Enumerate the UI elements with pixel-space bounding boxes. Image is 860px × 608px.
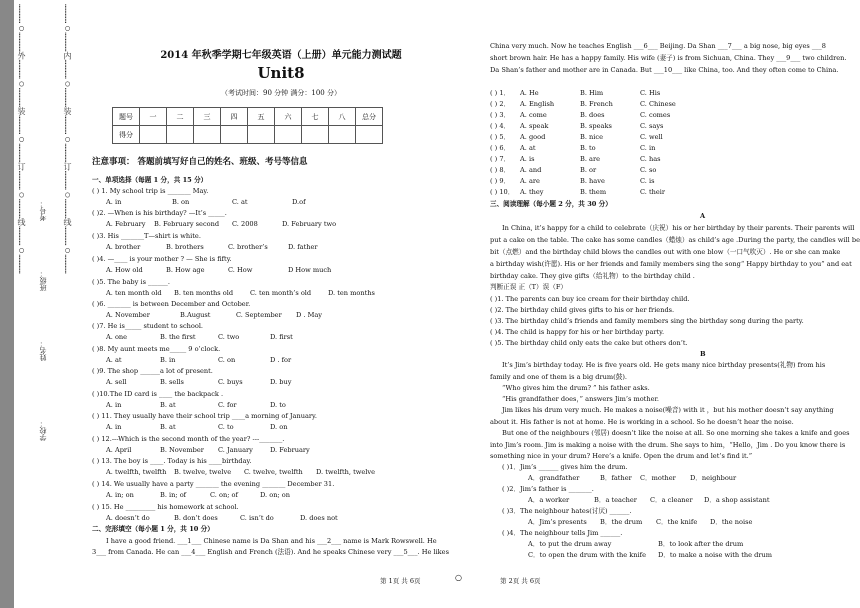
score-cell: 二 — [167, 108, 194, 126]
question-line: A．Jim’s presents — [528, 518, 587, 526]
question-line: ( )9. The shop ______a lot of present. — [92, 367, 213, 375]
question-line: A. February — [106, 220, 146, 228]
question-line: a birthday wish(许愿). His or her friends and family members sing the song“ Happy birthday to you” and eat — [490, 260, 852, 268]
question-line: C. buys — [218, 378, 243, 386]
question-line: D. February two — [282, 220, 337, 228]
question-line: B. February second — [154, 220, 220, 228]
question-line: C. has — [640, 155, 661, 163]
question-line: ( )4．The neighbour tells Jim ______. — [502, 529, 623, 537]
score-blank[interactable] — [329, 126, 356, 144]
cut-line-outer: …………○…………外…………○…………装…………○…………订…………○…………线…………○………… — [17, 4, 26, 274]
right-page — [490, 0, 860, 608]
question-line: ( ) 9． — [490, 177, 511, 185]
question-line: B. on — [172, 198, 190, 206]
question-line: C. on; of — [210, 491, 238, 499]
question-line: C. brother’s — [228, 243, 268, 251]
score-cell: 总分 — [356, 108, 383, 126]
question-line: C. two — [218, 333, 240, 341]
score-cell: 四 — [221, 108, 248, 126]
question-line: D.of — [292, 198, 306, 206]
question-line: C. well — [640, 133, 663, 141]
score-blank[interactable] — [140, 126, 167, 144]
question-line: C. September — [236, 311, 282, 319]
question-line: A．grandfather — [528, 474, 580, 482]
question-line: ( )2. The birthday child gives gifts to his or her friends. — [490, 306, 675, 314]
question-line: D．neighbour — [690, 474, 737, 482]
question-line: A. is — [520, 155, 535, 163]
question-line: birthday cake. They give gifts（给礼物）to the birthday child . — [490, 272, 695, 280]
question-line: C. isn’t do — [240, 514, 274, 522]
score-blank[interactable] — [275, 126, 302, 144]
score-cell: 六 — [275, 108, 302, 126]
fold-mark-icon: ○ — [455, 573, 462, 582]
question-line: Jim likes his drum very much. He makes a noise(噪音) with it ，but his mother doesn’t say anything — [502, 406, 834, 414]
question-line: D. does not — [300, 514, 338, 522]
question-line: C. January — [218, 446, 253, 454]
question-line: In China, it’s happy for a child to celebrate（庆祝）his or her birthday by their parents. Their parents will — [502, 224, 855, 232]
question-line: B. at — [160, 423, 176, 431]
question-line: B．father — [600, 474, 632, 482]
question-line: C. their — [640, 188, 666, 196]
question-line: ( ) 7． — [490, 155, 511, 163]
question-line: D. buy — [270, 378, 292, 386]
question-line: C. on — [218, 356, 236, 364]
question-line: C. His — [640, 89, 661, 97]
score-blank[interactable] — [167, 126, 194, 144]
question-line: ( )4. The child is happy for his or her birthday party. — [490, 328, 665, 336]
question-line: ( ) 14. We usually have a party _______ the evening _______ December 31. — [92, 480, 335, 488]
question-line: But one of the neighbours (邻居) doesn’t like the noise at all. So one morning she takes a knife and goes — [502, 429, 850, 437]
score-cell: 题号 — [113, 108, 140, 126]
question-line: A. brother — [106, 243, 141, 251]
question-line: C．mother — [640, 474, 676, 482]
page-number-right: 第 2页 共 6页 — [500, 577, 541, 585]
score-cell: 三 — [194, 108, 221, 126]
question-line: something nice in your drum? Here’s a knife. Open the drum and let’s find it.” — [490, 452, 753, 460]
question-line: C. at — [232, 198, 248, 206]
question-line: Da Shan’s father and mother are in Canada. But ___10___ like China, too. And they often come to China. — [490, 66, 839, 74]
question-line: D．a shop assistant — [704, 496, 770, 504]
question-line: C．to open the drum with the knife — [528, 551, 646, 559]
question-line: B. or — [580, 166, 597, 174]
question-line: D. first — [270, 333, 293, 341]
question-line: ( ) 12.---Which is the second month of the year? ---_______. — [92, 435, 285, 443]
question-line: ( ) 1. My school trip is _______ May. — [92, 187, 209, 195]
question-line: A. ten month old — [106, 289, 162, 297]
question-line: B. speaks — [580, 122, 612, 130]
score-table-score-row — [113, 126, 383, 144]
question-line: D . for — [270, 356, 292, 364]
question-line: ( )1．Jim’s ______ gives him the drum. — [502, 463, 628, 471]
question-line: D. father — [288, 243, 318, 251]
question-line: B．the drum — [600, 518, 643, 526]
question-line: B. ten months old — [174, 289, 234, 297]
question-line: “His grandfather does，” answers Jim’s mother. — [502, 395, 660, 403]
question-line: B. twelve, twelve — [174, 468, 232, 476]
question-line: into Jim’s room. Jim is making a noise with the drum. She says to him，“Hello，Jim . Do you know there is — [490, 441, 846, 449]
question-line: A. sell — [106, 378, 127, 386]
question-line: A. at — [520, 144, 536, 152]
question-line: B. in; of — [160, 491, 187, 499]
question-line: B. at — [160, 401, 176, 409]
question-line: C. to — [218, 423, 234, 431]
score-blank[interactable] — [194, 126, 221, 144]
school-label: 学校： — [39, 420, 47, 441]
question-line: A. at — [106, 356, 122, 364]
question-line: A．to put the drum away — [528, 540, 612, 548]
question-line: C. Chinese — [640, 100, 676, 108]
question-line: D．to make a noise with the drum — [658, 551, 773, 559]
question-line: ( )2. —When is his birthday? —It’s _____. — [92, 209, 227, 217]
question-line: A. come — [520, 111, 547, 119]
question-line: B. them — [580, 188, 607, 196]
question-line: A. they — [520, 188, 544, 196]
question-line: ( ) 6． — [490, 144, 511, 152]
binding-margin — [0, 0, 86, 608]
question-line: C. twelve, twelfth — [244, 468, 303, 476]
question-line: It’s Jim’s birthday today. He is five years old. He gets many nice birthday presents(礼物) from his — [502, 361, 826, 369]
question-line: China very much. Now he teaches English ___6___ Beijing. Da Shan ___7___ a big nose, big eyes ___8 — [490, 42, 826, 50]
score-blank[interactable] — [356, 126, 383, 144]
question-line: B．a teacher — [594, 496, 637, 504]
section-heading: 二、完形填空（每小题 1 分，共 10 分） — [92, 525, 214, 533]
question-line: ( ) 5． — [490, 133, 511, 141]
question-line: ( )3. His _______T—shirt is white. — [92, 232, 201, 240]
question-line: D．the noise — [710, 518, 753, 526]
score-cell: 五 — [248, 108, 275, 126]
question-line: “Who gives him the drum? ” his father asks. — [502, 384, 650, 392]
question-line: A. twelfth, twelfth — [106, 468, 167, 476]
question-line: B. are — [580, 155, 601, 163]
question-line: A. November — [106, 311, 150, 319]
question-line: B. nice — [580, 133, 603, 141]
question-line: C．the knife — [656, 518, 698, 526]
question-line: bit（点燃）and the birthday child blows the candles out with one blow（一口气吹灭）. He or she can make — [490, 248, 841, 256]
question-line: ( ) 4． — [490, 122, 511, 130]
question-line: D. February — [270, 446, 310, 454]
question-line: B. brothers — [166, 243, 204, 251]
question-line: D How much — [288, 266, 332, 274]
question-line: ( )10.The ID card is ____ the backpack . — [92, 390, 224, 398]
exam-title: 2014 年秋季学期七年级英语（上册）单元能力测试题 — [160, 50, 402, 61]
score-table — [112, 107, 383, 144]
question-line: C. comes — [640, 111, 671, 119]
section-heading: A — [700, 212, 706, 220]
question-line: A. in — [106, 198, 122, 206]
question-line: family and one of them is a big drum(鼓). — [490, 373, 627, 381]
section-heading: B — [700, 350, 706, 358]
unit-title: Unit8 — [257, 64, 305, 82]
exam-number-label: 考号： — [39, 200, 47, 221]
question-line: ( ) 11. They usually have their school trip ____a morning of January. — [92, 412, 317, 420]
question-line: A. April — [106, 446, 132, 454]
question-line: B. does — [580, 111, 605, 119]
question-line: ( )2．Jim’s father is _______. — [502, 485, 594, 493]
question-line: B. How age — [166, 266, 205, 274]
question-line: D. on; on — [260, 491, 290, 499]
question-line: B. sells — [160, 378, 184, 386]
question-line: ( ) 3． — [490, 111, 511, 119]
question-line: ( ) 13. The boy is ____. Today is his ____birthday. — [92, 457, 252, 465]
question-line: C. is — [640, 177, 655, 185]
question-line: B. don’t does — [174, 514, 218, 522]
question-line: A. speak — [520, 122, 549, 130]
question-line: B. November — [160, 446, 204, 454]
question-line: A. He — [520, 89, 539, 97]
question-line: B. Him — [580, 89, 604, 97]
question-line: A. in — [106, 423, 122, 431]
question-line: ( ) 2． — [490, 100, 511, 108]
question-line: ( ) 8． — [490, 166, 511, 174]
question-line: ( )5. The birthday child only eats the cake but others don’t. — [490, 339, 688, 347]
question-line: ( ) 15. He _________ his homework at school. — [92, 503, 239, 511]
page-number-left: 第 1页 共 6页 — [380, 577, 421, 585]
question-line: 判断正误 正（T）误（F） — [490, 283, 568, 291]
question-line: A. in — [106, 401, 122, 409]
question-line: ( )6. _______ is between December and October. — [92, 300, 251, 308]
question-line: B. in — [160, 356, 176, 364]
question-line: D. twelfth, twelve — [316, 468, 376, 476]
score-cell: 七 — [302, 108, 329, 126]
question-line: D. to — [270, 401, 286, 409]
question-line: put a cake on the table. The cake has some candles（蜡烛）as child’s age .During the party, the candles will be — [490, 236, 860, 244]
question-line: C. so — [640, 166, 657, 174]
question-line: D. on — [270, 423, 288, 431]
exam-subtitle: （考试时间：90 分钟 满分：100 分） — [221, 89, 341, 97]
left-page — [92, 0, 470, 608]
question-line: C. for — [218, 401, 237, 409]
question-line: A. are — [520, 177, 540, 185]
score-table-header-row — [113, 108, 383, 126]
question-line: A. and — [520, 166, 542, 174]
score-cell: 一 — [140, 108, 167, 126]
question-line: C. 2008 — [232, 220, 258, 228]
score-blank[interactable] — [248, 126, 275, 144]
question-line: ( )5. The baby is ______. — [92, 278, 170, 286]
question-line: B. French — [580, 100, 613, 108]
question-line: ( )7. He is_____ student to school. — [92, 322, 204, 330]
question-line: C. says — [640, 122, 664, 130]
question-line: A. doesn’t do — [106, 514, 150, 522]
question-line: B．to look after the drum — [658, 540, 744, 548]
score-blank[interactable] — [302, 126, 329, 144]
score-row-label: 得分 — [113, 126, 140, 144]
question-line: C. ten month’s old — [250, 289, 312, 297]
question-line: B.August — [180, 311, 211, 319]
question-line: C. How — [228, 266, 253, 274]
question-line: D . May — [296, 311, 322, 319]
question-line: B. the first — [160, 333, 196, 341]
question-line: I have a good friend. ___1___ Chinese name is Da Shan and his ___2___ name is Mark Rowswell. He — [106, 537, 437, 545]
section-heading: 一、单项选择（每题 1 分，共 15 分） — [92, 176, 208, 184]
question-line: A. How old — [106, 266, 143, 274]
question-line: B. to — [580, 144, 596, 152]
question-line: ( )3．The neighbour hates(讨厌) ______. — [502, 507, 632, 515]
question-line: ( ) 10． — [490, 188, 515, 196]
question-line: ( )8. My aunt meets me_____ 9 o’clock. — [92, 345, 221, 353]
score-cell: 八 — [329, 108, 356, 126]
section-heading: 三、阅读理解（每小题 2 分，共 30 分） — [490, 200, 612, 208]
score-blank[interactable] — [221, 126, 248, 144]
question-line: ( )4. —____ is your mother ? — She is fifty. — [92, 255, 232, 263]
question-line: ( )1. The parents can buy ice cream for their birthday child. — [490, 295, 690, 303]
binding-gray-strip — [0, 0, 14, 608]
question-line: B. have — [580, 177, 605, 185]
question-line: A. in; on — [106, 491, 134, 499]
question-line: 3___ from Canada. He can ___4___ English and French (法语). And he speaks Chinese very ___5___. He likes — [92, 548, 449, 556]
notice: 注意事项： 答题前填写好自己的姓名、班级、考号等信息 — [92, 157, 308, 167]
question-line: D. ten months — [328, 289, 375, 297]
class-label: 班级： — [39, 270, 47, 291]
cut-line-inner: …………○…………内…………○…………装…………○…………订…………○…………线…………○………… — [63, 4, 72, 274]
question-line: short brown hair. He has a happy family. His wife (妻子) is from Sichuan, China. They ___9___ two children. — [490, 54, 847, 62]
question-line: A. good — [520, 133, 546, 141]
question-line: A. English — [520, 100, 555, 108]
question-line: A．a worker — [528, 496, 570, 504]
question-line: A. one — [106, 333, 128, 341]
question-line: C．a cleaner — [650, 496, 693, 504]
question-line: C. in — [640, 144, 656, 152]
question-line: ( )3. The birthday child’s friends and family members sing the birthday song during the party. — [490, 317, 804, 325]
question-line: ( ) 1． — [490, 89, 511, 97]
question-line: about it. His father is not at home. He is working in a school. So he doesn’t hear the noise. — [490, 418, 794, 426]
name-label: 姓名： — [39, 340, 47, 361]
